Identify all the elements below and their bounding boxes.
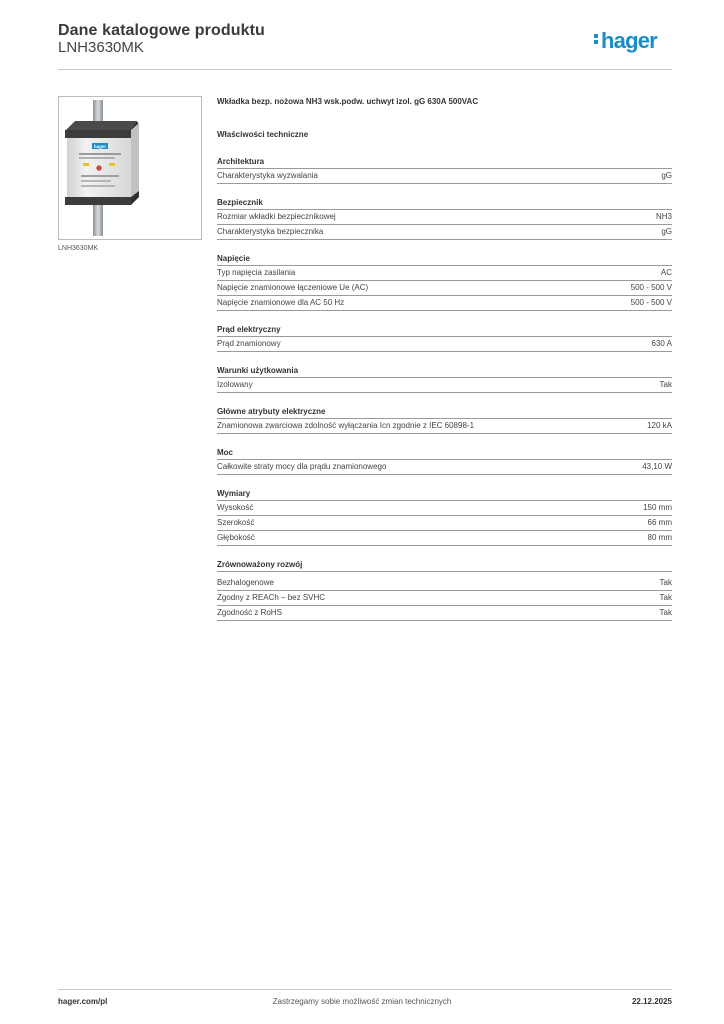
property-row <box>217 337 672 352</box>
logo-text: hager <box>601 28 657 53</box>
section-title: Wymiary <box>217 487 672 501</box>
property-value: 120 kA <box>647 421 672 430</box>
fuse-illustration <box>59 97 201 239</box>
property-value: 500 - 500 V <box>630 298 672 307</box>
property-row <box>217 210 672 225</box>
property-label: Prąd znamionowy <box>217 339 281 348</box>
section-title: Warunki użytkowania <box>217 364 672 378</box>
property-value: 630 A <box>651 339 672 348</box>
property-value: Tak <box>659 593 672 602</box>
section-title: Moc <box>217 446 672 460</box>
footer-website-link[interactable]: hager.com/pl <box>58 997 108 1006</box>
section-zrownowazony <box>217 558 672 621</box>
property-value: NH3 <box>655 212 672 221</box>
property-value: gG <box>661 171 672 180</box>
fuse-label: hager <box>93 144 107 149</box>
property-row <box>217 516 672 531</box>
property-label: Izolowany <box>217 380 253 389</box>
section-prad <box>217 323 672 352</box>
section-napiecie <box>217 252 672 311</box>
footer-date: 22.12.2025 <box>631 997 672 1006</box>
property-label: Wysokość <box>217 503 254 512</box>
property-label: Charakterystyka wyzwalania <box>217 171 318 180</box>
property-row <box>217 169 672 184</box>
property-label: Napięcie znamionowe łączeniowe Ue (AC) <box>217 283 369 292</box>
image-caption: LNH3630MK <box>58 245 99 252</box>
section-warunki <box>217 364 672 393</box>
page-title: Dane katalogowe produktu <box>58 22 265 39</box>
product-code: LNH3630MK <box>58 39 144 56</box>
section-moc <box>217 446 672 475</box>
property-label: Znamionowa zwarciowa zdolność wyłączania Icn zgodnie z IEC 60898-1 <box>217 421 475 430</box>
header-divider <box>58 69 672 70</box>
property-value: 80 mm <box>647 533 672 542</box>
property-label: Zgodność z RoHS <box>217 608 282 617</box>
property-value: Tak <box>659 608 672 617</box>
property-label: Typ napięcia zasilania <box>217 268 296 277</box>
section-title: Napięcie <box>217 252 672 266</box>
property-value: AC <box>660 268 672 277</box>
property-label: Szerokość <box>217 518 255 527</box>
property-value: 43,10 W <box>642 462 672 471</box>
logo-dots-icon <box>594 32 599 46</box>
product-image <box>58 96 202 240</box>
property-label: Charakterystyka bezpiecznika <box>217 227 324 236</box>
footer-disclaimer: Zastrzegamy sobie możliwość zmian technicznych <box>272 997 452 1006</box>
section-bezpiecznik <box>217 196 672 240</box>
property-label: Zgodny z REACh – bez SVHC <box>217 593 326 602</box>
hager-logo[interactable] <box>594 30 657 52</box>
product-description: Wkładka bezp. nożowa NH3 wsk.podw. uchwyt izol. gG 630A 500VAC <box>217 97 479 106</box>
property-row <box>217 266 672 281</box>
property-value: gG <box>661 227 672 236</box>
section-title: Zrównoważony rozwój <box>217 558 672 572</box>
property-label: Rozmiar wkładki bezpiecznikowej <box>217 212 336 221</box>
property-value: Tak <box>659 578 672 587</box>
property-label: Całkowite straty mocy dla prądu znamionowego <box>217 462 387 471</box>
property-label: Napięcie znamionowe dla AC 50 Hz <box>217 298 345 307</box>
property-row <box>217 296 672 311</box>
section-architektura <box>217 155 672 184</box>
footer-divider <box>58 989 672 990</box>
property-row <box>217 378 672 393</box>
product-details <box>217 97 672 621</box>
property-row <box>217 281 672 296</box>
property-label: Głębokość <box>217 533 255 542</box>
section-title: Prąd elektryczny <box>217 323 672 337</box>
property-label: Bezhalogenowe <box>217 578 274 587</box>
property-value: Tak <box>659 380 672 389</box>
property-row <box>217 225 672 240</box>
property-row <box>217 501 672 516</box>
property-row <box>217 591 672 606</box>
property-row <box>217 460 672 475</box>
property-row <box>217 419 672 434</box>
property-value: 150 mm <box>643 503 672 512</box>
property-row <box>217 576 672 591</box>
section-wymiary <box>217 487 672 546</box>
property-value: 500 - 500 V <box>630 283 672 292</box>
tech-properties-heading: Właściwości techniczne <box>217 130 309 139</box>
property-value: 66 mm <box>647 518 672 527</box>
property-row <box>217 606 672 621</box>
section-title: Bezpiecznik <box>217 196 672 210</box>
section-atrybuty <box>217 405 672 434</box>
property-row <box>217 531 672 546</box>
section-title: Architektura <box>217 155 672 169</box>
section-title: Główne atrybuty elektryczne <box>217 405 672 419</box>
